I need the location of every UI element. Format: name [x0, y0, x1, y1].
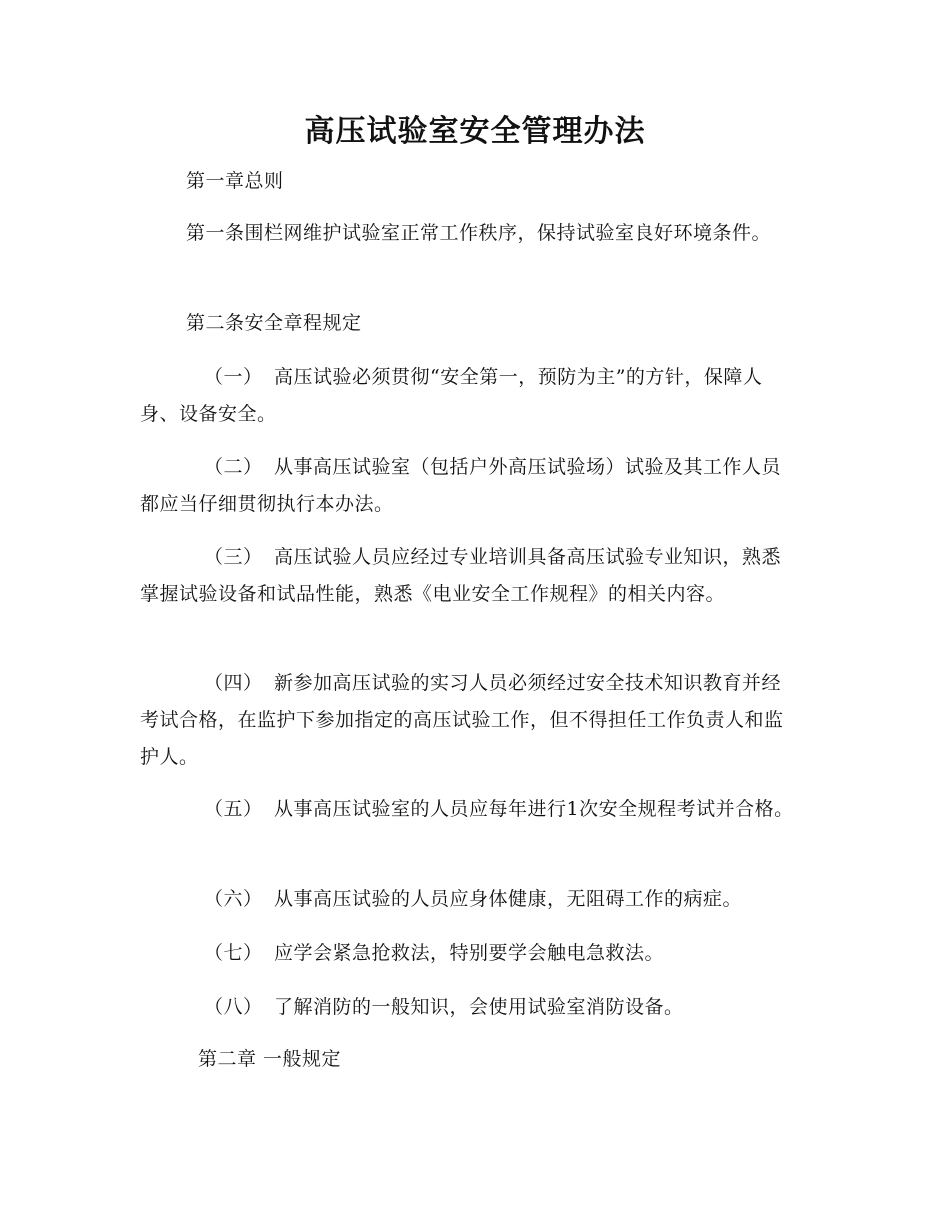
list-item [140, 449, 800, 523]
item-number: （一） [204, 366, 263, 388]
list-item [140, 791, 800, 828]
item-text: 新参加高压试验的实习人员必须经过安全技术知识教育并经考试合格，在监护下参加指定的高压试验工作，但不得担任工作负责人和监护人。 [140, 672, 784, 768]
list-item [140, 665, 800, 776]
item-number: （二） [204, 456, 263, 478]
list-item [140, 881, 800, 918]
article-1: 第一条围栏网维护试验室正常工作秩序，保持试验室良好环境条件。 [186, 222, 772, 244]
chapter-2-heading: 第二章 一般规定 [198, 1048, 342, 1070]
item-text: 从事高压试验的人员应身体健康，无阻碍工作的病症。 [274, 888, 743, 910]
item-text: 从事高压试验室的人员应每年进行1次安全规程考试并合格。 [274, 798, 794, 820]
item-number: （六） [204, 888, 263, 910]
item-number: （五） [204, 798, 263, 820]
item-text: 高压试验人员应经过专业培训具备高压试验专业知识，熟悉掌握试验设备和试品性能，熟悉《电业安全工作规程》的相关内容。 [140, 546, 782, 605]
list-item [140, 935, 800, 972]
item-number: （七） [204, 942, 263, 964]
document-title: 高压试验室安全管理办法 [304, 114, 646, 149]
list-item [140, 539, 800, 613]
article-2: 第二条安全章程规定 [186, 312, 362, 334]
item-number: （八） [204, 996, 263, 1018]
item-text: 高压试验必须贯彻“安全第一，预防为主”的方针，保障人身、设备安全。 [140, 366, 763, 425]
item-number: （三） [204, 546, 263, 568]
item-text: 应学会紧急抢救法，特别要学会触电急救法。 [274, 942, 665, 964]
item-text: 了解消防的一般知识，会使用试验室消防设备。 [274, 996, 684, 1018]
item-number: （四） [204, 672, 263, 694]
list-item [140, 989, 800, 1026]
item-text: 从事高压试验室（包括户外高压试验场）试验及其工作人员都应当仔细贯彻执行本办法。 [140, 456, 782, 515]
list-item [140, 359, 800, 433]
chapter-1-heading: 第一章总则 [186, 170, 284, 192]
